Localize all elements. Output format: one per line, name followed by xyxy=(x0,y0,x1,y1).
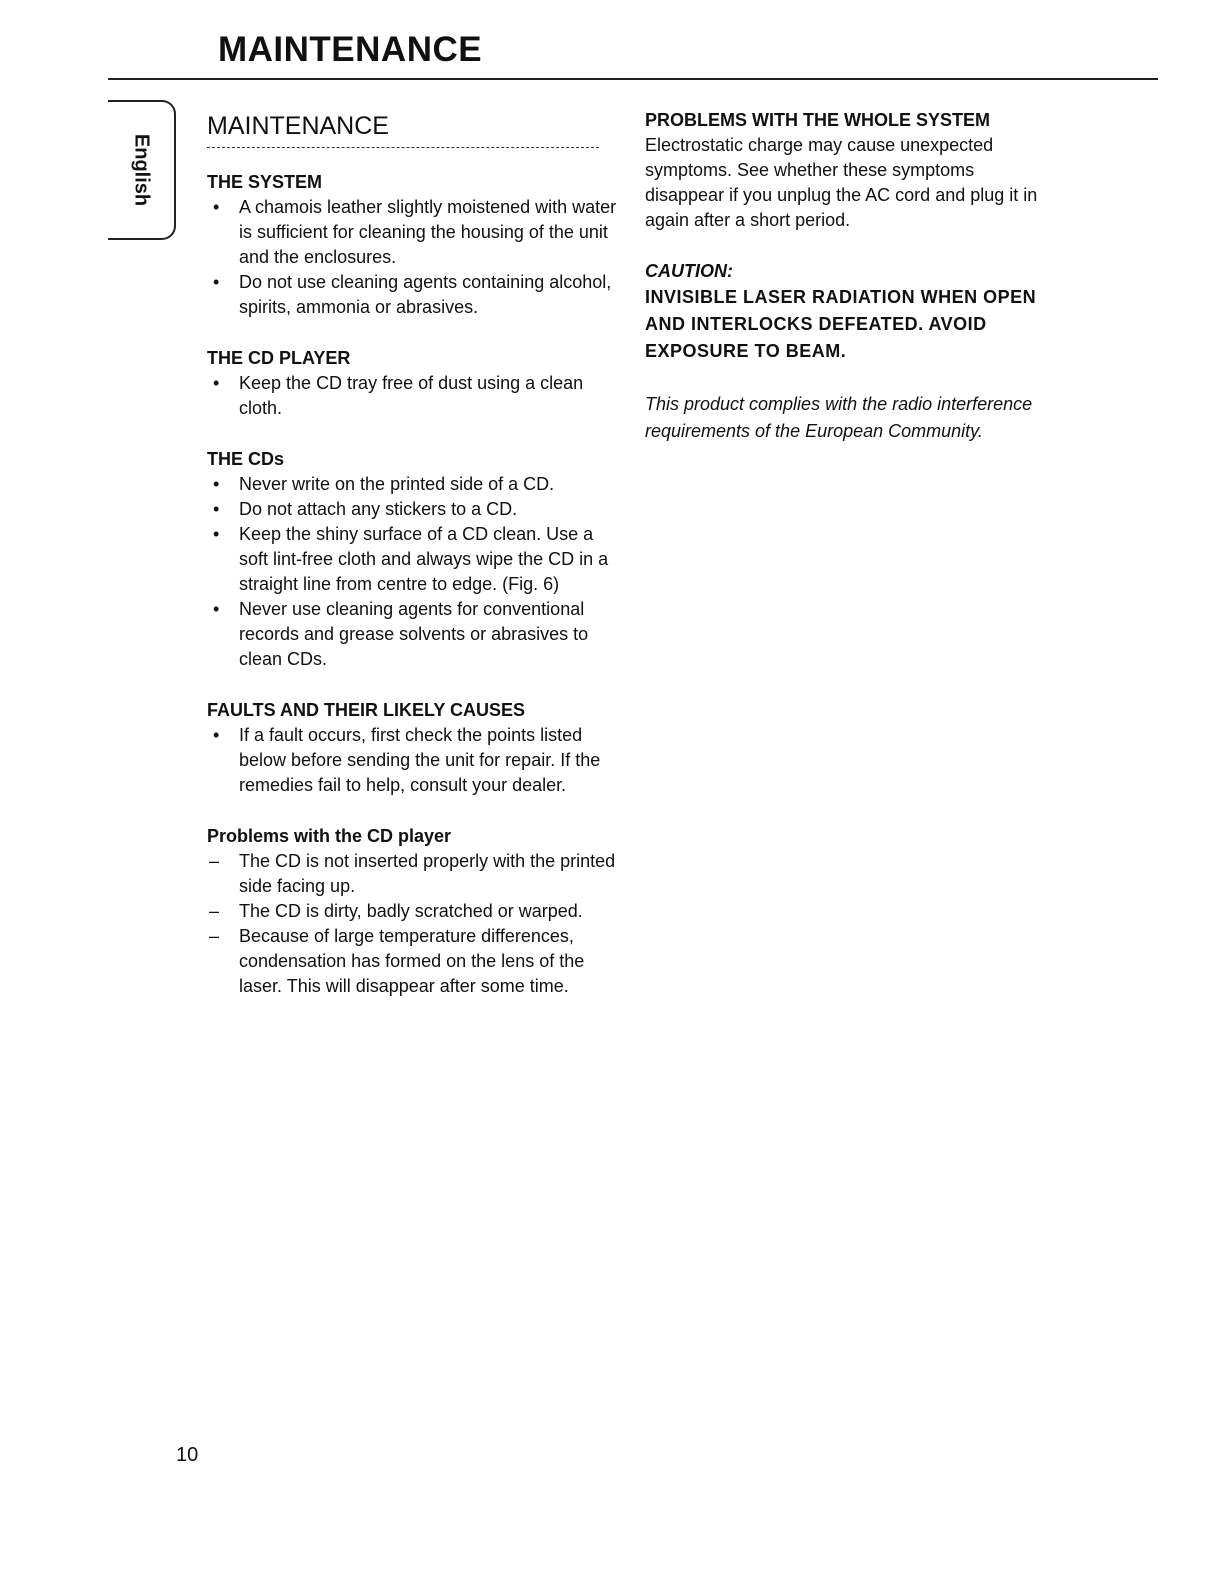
list-item: – The CD is not inserted properly with the printed side facing up. xyxy=(207,849,617,899)
list-item: • If a fault occurs, first check the points listed below before sending the unit for repair. If the remedies fail to help, consult your dealer. xyxy=(207,723,617,798)
list-item: • Never use cleaning agents for conventional records and grease solvents or abrasives to clean CDs. xyxy=(207,597,617,672)
cd-player-list xyxy=(207,371,617,421)
caution-label: CAUTION: xyxy=(645,261,733,281)
cds-list xyxy=(207,472,617,672)
list-item: – Because of large temperature differences, condensation has formed on the lens of the laser. This will disappear after some time. xyxy=(207,924,617,999)
language-tab-label: English xyxy=(130,133,153,207)
list-item: • Keep the CD tray free of dust using a clean cloth. xyxy=(207,371,617,421)
list-item: • Do not use cleaning agents containing alcohol, spirits, ammonia or abrasives. xyxy=(207,270,617,320)
cd-problems-heading: Problems with the CD player xyxy=(207,826,452,846)
left-column xyxy=(207,112,617,999)
page-number: 10 xyxy=(176,1444,199,1466)
language-tab xyxy=(108,100,176,240)
cd-player-heading: THE CD PLAYER xyxy=(207,348,351,368)
list-item: – The CD is dirty, badly scratched or warped. xyxy=(207,899,617,924)
laser-warning: INVISIBLE LASER RADIATION WHEN OPEN AND INTERLOCKS DEFEATED. AVOID EXPOSURE TO BEAM. xyxy=(645,287,1037,361)
faults-heading: FAULTS AND THEIR LIKELY CAUSES xyxy=(207,700,526,720)
cds-heading: THE CDs xyxy=(207,449,285,469)
list-item: • Do not attach any stickers to a CD. xyxy=(207,497,617,522)
section-title: MAINTENANCE xyxy=(207,112,599,148)
system-problems-text: Electrostatic charge may cause unexpected symptoms. See whether these symptoms disappear if you unplug the AC cord and plug it in again after a short period. xyxy=(645,135,1038,230)
cd-problems-list xyxy=(207,849,617,999)
list-item: • Keep the shiny surface of a CD clean. Use a soft lint-free cloth and always wipe the CD in a straight line from centre to edge. (Fig. 6) xyxy=(207,522,617,597)
page-title: MAINTENANCE xyxy=(218,30,483,69)
system-list xyxy=(207,195,617,320)
system-problems-heading: PROBLEMS WITH THE WHOLE SYSTEM xyxy=(645,110,990,130)
system-heading: THE SYSTEM xyxy=(207,172,323,192)
list-item: • A chamois leather slightly moistened with water is sufficient for cleaning the housing of the unit and the enclosures. xyxy=(207,195,617,270)
faults-list xyxy=(207,723,617,798)
header-rule xyxy=(108,78,1158,80)
list-item: • Never write on the printed side of a CD. xyxy=(207,472,617,497)
compliance-statement: This product complies with the radio interference requirements of the European Community. xyxy=(645,394,1033,441)
right-column xyxy=(645,108,1045,445)
